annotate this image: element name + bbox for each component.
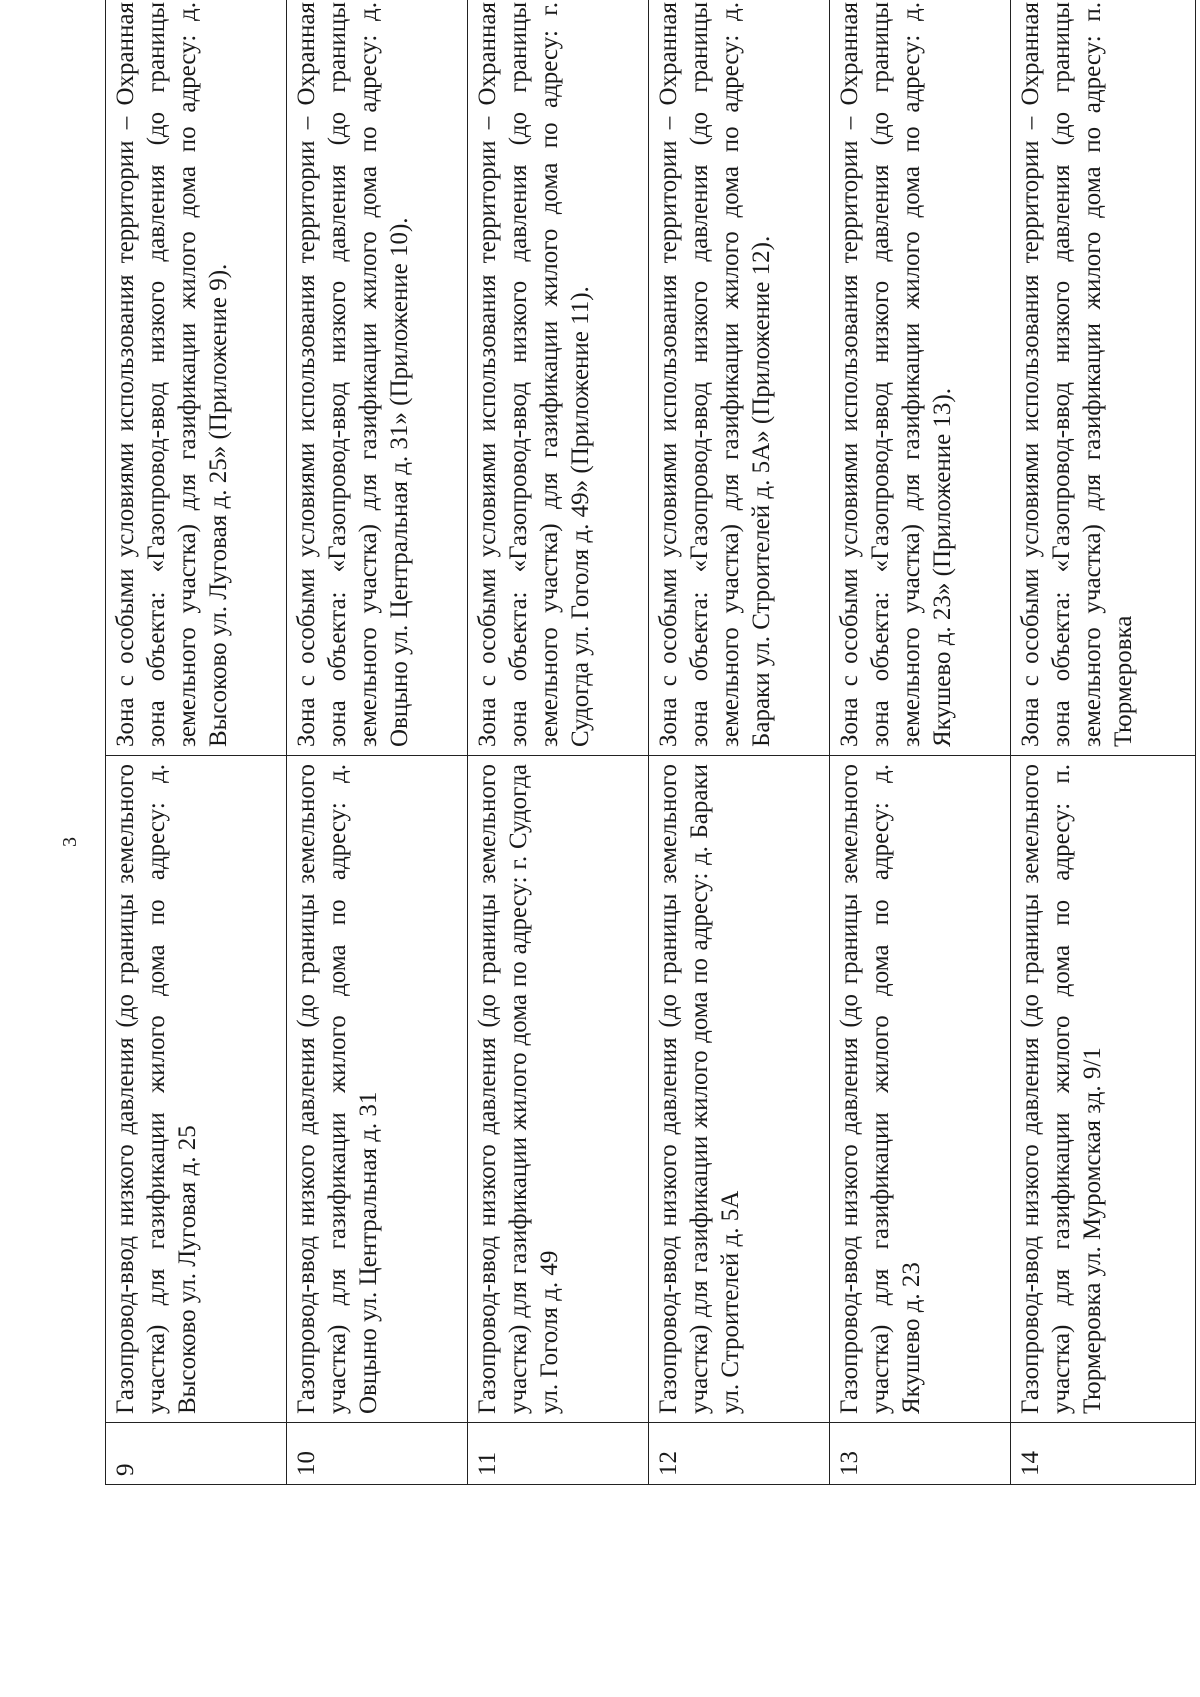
zone-description-cell: Зона с особыми условиями использования территории – Охранная зона объекта: «Газопровод-ввод низкого давления (до границы земельного участка) для газификации жилого дома по адресу: д. Якушево д. 23» (Приложение 13). xyxy=(830,0,1011,756)
zones-table-container xyxy=(105,2,1195,1485)
row-number-cell: 13 xyxy=(830,1423,1011,1485)
table-row xyxy=(106,0,287,1485)
object-name-cell: Газопровод-ввод низкого давления (до границы земельного участка) для газификации жилого дома по адресу: п. Тюрмеровка ул. Муромская зд. 9/1 xyxy=(1011,756,1196,1423)
row-number-cell: 9 xyxy=(106,1423,287,1485)
page-number: 3 xyxy=(59,837,81,847)
object-name-cell: Газопровод-ввод низкого давления (до границы земельного участка) для газификации жилого дома по адресу: д. Якушево д. 23 xyxy=(830,756,1011,1423)
table-row xyxy=(649,0,830,1485)
zones-table xyxy=(105,0,1196,1485)
row-number-cell: 14 xyxy=(1011,1423,1196,1485)
zone-description-cell: Зона с особыми условиями использования территории – Охранная зона объекта: «Газопровод-ввод низкого давления (до границы земельного участка) для газификации жилого дома по адресу: д. Бараки ул. Строителей д. 5А» (Приложение 12). xyxy=(649,0,830,756)
zone-description-cell: Зона с особыми условиями использования территории – Охранная зона объекта: «Газопровод-ввод низкого давления (до границы земельного участка) для газификации жилого дома по адресу: д. Овцыно ул. Центральная д. 31» (Приложение 10). xyxy=(287,0,468,756)
object-name-cell: Газопровод-ввод низкого давления (до границы земельного участка) для газификации жилого дома по адресу: г. Судогда ул. Гоголя д. 49 xyxy=(468,756,649,1423)
table-row xyxy=(830,0,1011,1485)
zone-description-cell: Зона с особыми условиями использования территории – Охранная зона объекта: «Газопровод-ввод низкого давления (до границы земельного участка) для газификации жилого дома по адресу: д. Высоково ул. Луговая д. 25» (Приложение 9). xyxy=(106,0,287,756)
object-name-cell: Газопровод-ввод низкого давления (до границы земельного участка) для газификации жилого дома по адресу: д. Овцыно ул. Центральная д. 31 xyxy=(287,756,468,1423)
row-number-cell: 11 xyxy=(468,1423,649,1485)
table-row xyxy=(468,0,649,1485)
zone-description-cell: Зона с особыми условиями использования территории – Охранная зона объекта: «Газопровод-ввод низкого давления (до границы земельного участка) для газификации жилого дома по адресу: п. Тюрмеровка xyxy=(1011,0,1196,756)
object-name-cell: Газопровод-ввод низкого давления (до границы земельного участка) для газификации жилого дома по адресу: д. Бараки ул. Строителей д. 5А xyxy=(649,756,830,1423)
table-row xyxy=(287,0,468,1485)
row-number-cell: 12 xyxy=(649,1423,830,1485)
row-number-cell: 10 xyxy=(287,1423,468,1485)
table-row xyxy=(1011,0,1196,1485)
object-name-cell: Газопровод-ввод низкого давления (до границы земельного участка) для газификации жилого дома по адресу: д. Высоково ул. Луговая д. 25 xyxy=(106,756,287,1423)
zone-description-cell: Зона с особыми условиями использования территории – Охранная зона объекта: «Газопровод-ввод низкого давления (до границы земельного участка) для газификации жилого дома по адресу: г. Судогда ул. Гоголя д. 49» (Приложение 11). xyxy=(468,0,649,756)
